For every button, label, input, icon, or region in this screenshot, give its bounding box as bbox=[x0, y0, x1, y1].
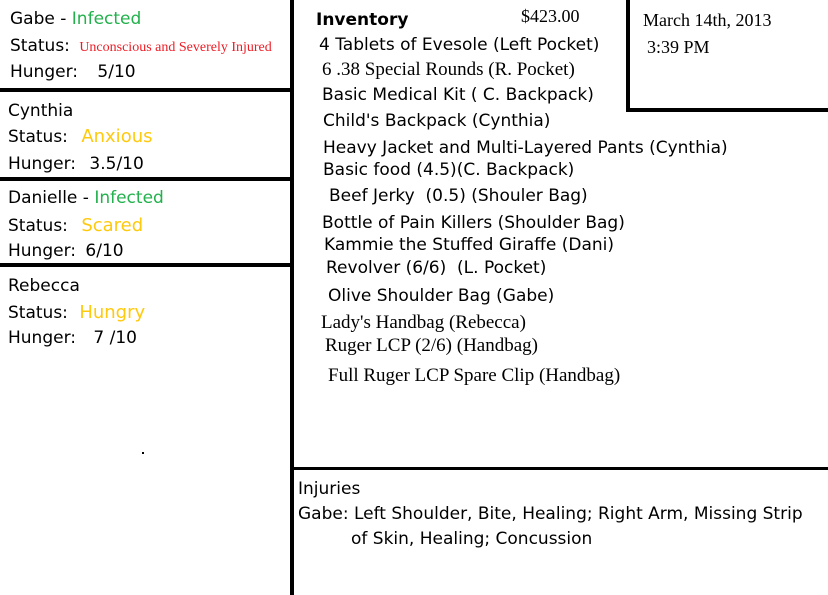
character-name: Cynthia bbox=[8, 101, 74, 121]
inventory-item: Basic food (4.5)(C. Backpack) bbox=[323, 160, 575, 180]
inventory-item: Revolver (6/6) (L. Pocket) bbox=[326, 258, 547, 278]
status-value: Hungry bbox=[79, 302, 146, 323]
injury-line: Gabe: Left Shoulder, Bite, Healing; Right Arm, Missing Strip bbox=[298, 504, 803, 524]
date-box-bottom-border bbox=[626, 108, 828, 112]
hunger-label: Hunger: bbox=[8, 328, 76, 348]
hunger-value: 5/10 bbox=[97, 62, 136, 82]
hunger-value: 6/10 bbox=[85, 241, 124, 261]
character-name: Gabe bbox=[10, 9, 55, 29]
inventory-item: Beef Jerky (0.5) (Shouler Bag) bbox=[329, 186, 588, 206]
character-name: Danielle bbox=[8, 188, 78, 208]
inventory-item: Full Ruger LCP Spare Clip (Handbag) bbox=[328, 365, 621, 386]
inventory-item: Olive Shoulder Bag (Gabe) bbox=[328, 286, 555, 306]
status-label: Status: bbox=[8, 127, 68, 147]
date-box-left-border bbox=[626, 0, 630, 112]
inventory-item: Ruger LCP (2/6) (Handbag) bbox=[325, 335, 538, 356]
hunger-value: 7 /10 bbox=[93, 328, 137, 348]
inventory-item: Lady's Handbag (Rebecca) bbox=[321, 312, 526, 333]
stray-dot bbox=[142, 452, 144, 454]
status-label: Status: bbox=[10, 36, 70, 56]
inventory-title: Inventory bbox=[316, 10, 409, 30]
status-value: Scared bbox=[81, 215, 144, 236]
hunger-label: Hunger: bbox=[10, 62, 78, 82]
time-label: 3:39 PM bbox=[647, 37, 710, 57]
money-amount: $423.00 bbox=[521, 6, 580, 26]
inventory-item: Child's Backpack (Cynthia) bbox=[323, 111, 551, 131]
hunger-label: Hunger: bbox=[8, 154, 76, 174]
name-separator: - bbox=[77, 188, 95, 208]
left-panel-divider-3 bbox=[0, 263, 294, 267]
date-label: March 14th, 2013 bbox=[643, 10, 772, 30]
injuries-top-border bbox=[294, 467, 828, 470]
inventory-item: 6 .38 Special Rounds (R. Pocket) bbox=[322, 59, 575, 80]
infection-status: Infected bbox=[71, 9, 142, 29]
inventory-item: Heavy Jacket and Multi-Layered Pants (Cynthia) bbox=[323, 138, 728, 158]
status-value: Unconscious and Severely Injured bbox=[79, 40, 272, 55]
injuries-title: Injuries bbox=[298, 479, 361, 499]
infection-status: Infected bbox=[94, 188, 164, 208]
main-vertical-divider bbox=[290, 0, 294, 595]
injury-line: of Skin, Healing; Concussion bbox=[351, 529, 593, 549]
inventory-item: Basic Medical Kit ( C. Backpack) bbox=[322, 85, 594, 105]
inventory-item: Bottle of Pain Killers (Shoulder Bag) bbox=[322, 213, 625, 233]
inventory-item: 4 Tablets of Evesole (Left Pocket) bbox=[319, 35, 600, 55]
left-panel-divider-1 bbox=[0, 88, 294, 92]
status-label: Status: bbox=[8, 303, 68, 323]
inventory-item: Kammie the Stuffed Giraffe (Dani) bbox=[324, 235, 615, 255]
status-value: Anxious bbox=[81, 126, 153, 147]
status-label: Status: bbox=[8, 216, 68, 236]
left-panel-divider-2 bbox=[0, 177, 294, 181]
name-separator: - bbox=[54, 9, 72, 29]
character-name: Rebecca bbox=[8, 276, 80, 296]
hunger-value: 3.5/10 bbox=[89, 154, 144, 174]
hunger-label: Hunger: bbox=[8, 241, 76, 261]
